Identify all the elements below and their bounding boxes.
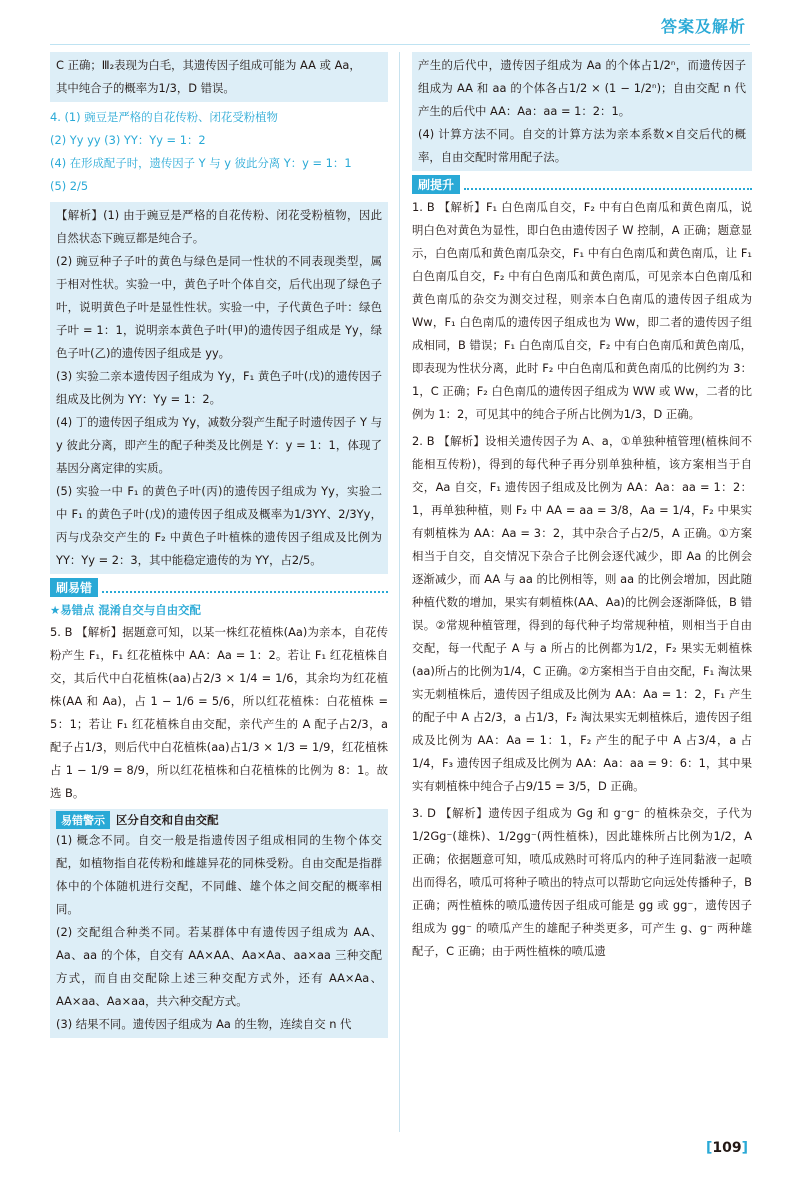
q4-explain-para: (2) 豌豆种子子叶的黄色与绿色是同一性状的不同表现类型，属于相对性状。实验一中，黄色子叶个体自交，后代出现了绿色子叶，说明黄色子叶是显性性状。实验一中，子代黄色子叶：绿色子叶 = 1：1，说明亲本黄色子叶(甲)的遗传因子组成是 Yy，绿色子叶(乙)的遗传因子组成是 yy。 (56, 254, 382, 360)
warning-heading (56, 811, 382, 829)
q4-explanation-box (50, 202, 388, 574)
box-line: (4) 计算方法不同。自交的计算方法为亲本系数×自交后代的概率，自由交配时常用配子法。 (418, 127, 746, 164)
section-label: 刷提升 (412, 175, 460, 194)
continued-warning-box (412, 52, 752, 171)
q4-answers (50, 106, 388, 198)
box-line: C 正确；Ⅲ₂表现为白毛，其遗传因子组成可能为 AA 或 Aa， (56, 58, 361, 72)
page-number: [109] (705, 1140, 748, 1156)
header-rule (50, 44, 750, 45)
continued-answer-box (50, 52, 388, 102)
q4-answer-line: (5) 2/5 (50, 179, 89, 193)
warning-title: 区分自交和自由交配 (116, 813, 219, 827)
box-line: 其中纯合子的概率为1/3，D 错误。 (56, 81, 235, 95)
q4-answer-line: (2) Yy yy (3) YY：Yy = 1：2 (50, 133, 206, 147)
q4-answer-line: 4. (1) 豌豆是严格的自花传粉、闭花受粉植物 (50, 110, 278, 124)
q4-explain-para: (4) 丁的遗传因子组成为 Yy，减数分裂产生配子时遗传因子 Y 与 y 彼此分离，即产生的配子种类及比例是 Y：y = 1：1，体现了基因分离定律的实质。 (56, 415, 382, 475)
q4-explain-para: (3) 实验二亲本遗传因子组成为 Yy，F₁ 黄色子叶(戊)的遗传因子组成及比例为 YY：Yy = 1：2。 (56, 369, 382, 406)
error-point-heading: ★易错点 混淆自交与自由交配 (50, 603, 201, 617)
section-header-easy-wrong (50, 578, 388, 597)
warning-box (50, 809, 388, 1038)
q1-explanation: 1. B 【解析】F₁ 白色南瓜自交，F₂ 中有白色南瓜和黄色南瓜，说明白色对黄色为显性，即白色由遗传因子 W 控制，A 正确；题意显示，白色南瓜和黄色南瓜杂交，F₁ 中有白色南瓜和黄色南瓜，让 F₁ 白色南瓜自交，F₂ 中有白色南瓜和黄色南瓜，可见亲本白色南瓜和黄色南瓜的杂交为测交过程，则亲本白色南瓜的遗传因子组成为 Ww，F₁ 白色南瓜的遗传因子组成也为 Ww，即二者的遗传因子组成相同，B 错误；F₁ 白色南瓜自交，F₂ 中有白色南瓜和黄色南瓜，即表现为性状分离，此时 F₂ 中白色南瓜和黄色南瓜的比例约为 3：1，C 正确；F₂ 白色南瓜的遗传因子组成为 WW 或 Ww，二者的比例为 1：2，可见其中的纯合子所占比例为1/3，D 正确。 (412, 200, 752, 421)
column-divider (399, 52, 400, 1132)
right-column (412, 52, 752, 963)
q4-answer-line: (4) 在形成配子时，遗传因子 Y 与 y 彼此分离 Y：y = 1：1 (50, 156, 352, 170)
section-header-improve (412, 175, 752, 194)
page-number-value: 109 (712, 1140, 742, 1156)
box-line: 产生的后代中，遗传因子组成为 Aa 的个体占1/2ⁿ，而遗传因子组成为 AA 和 aa 的个体各占1/2 × (1 − 1/2ⁿ)；自由交配 n 代产生的后代中 AA：Aa：aa = 1：2：1。 (418, 58, 746, 118)
q5-explanation: 5. B 【解析】据题意可知，以某一株红花植株(Aa)为亲本，自花传粉产生 F₁，F₁ 红花植株中 AA：Aa = 1：2。若让 F₁ 红花植株自交，其后代中白花植株(aa)占2/3 × 1/4 = 1/6，其余均为红花植株(AA 和 Aa)，占 1 − 1/6 = 5/6，所以红花植株：白花植株 = 5：1；若让 F₁ 红花植株自由交配，亲代产生的 A 配子占2/3，a 配子占1/3，则后代中白花植株(aa)占1/3 × 1/3 = 1/9，红花植株占 1 − 1/9 = 8/9，所以红花植株和白花植株的比例为 8：1。故选 B。 (50, 625, 388, 800)
section-dotted-rule (464, 180, 752, 190)
warning-line: (1) 概念不同。自交一般是指遗传因子组成相同的生物个体交配，如植物指自花传粉和雌雄异花的同株受粉。自由交配是指群体中的个体随机进行交配，不同雌、雄个体之间交配的概率相同。 (56, 833, 382, 916)
page-header-title: 答案及解析 (660, 17, 746, 36)
q2-explanation: 2. B 【解析】设相关遗传因子为 A、a，①单独种植管理(植株间不能相互传粉)，得到的每代种子再分别单独种植，该方案相当于自交，Aa 自交，F₁ 遗传因子组成及比例为 AA：Aa：aa = 1：2：1，再单独种植，则 F₂ 中 AA = aa = 3/8，Aa = 1/4，F₂ 中果实有刺植株为 AA：Aa = 3：2，其中杂合子占2/5，A 正确。①方案相当于自交，自交情况下杂合子比例会逐代减少，即 Aa 的比例会逐渐减少，而 AA 与 aa 的比例相等，则 aa 的比例会增加，因此随种植代数的增加，果实有刺植株(AA、Aa)的比例会逐渐降低，B 错误。②常规种植管理，得到的每代种子均常规种植，则相当于自由交配，每一代配子 A 与 a 所占的比例都为1/2，F₂ 果实无刺植株(aa)所占的比例为1/4，C 正确。②方案相当于自由交配，F₁ 淘汰果实无刺植株后，遗传因子组成及比例为 AA：Aa = 1：2，F₁ 产生的配子中 A 占2/3，a 占1/3，F₂ 淘汰果实无刺植株后，遗传因子组成及比例为 AA：Aa = 1：1，F₂ 产生的配子中 A 占3/4，a 占1/4，F₃ 遗传因子组成及比例为 AA：Aa：aa = 9：6：1，其中果实有刺植株中纯合子占9/15 = 3/5，D 正确。 (412, 434, 752, 793)
section-label: 刷易错 (50, 578, 98, 597)
warning-line: (3) 结果不同。遗传因子组成为 Aa 的生物，连续自交 n 代 (56, 1017, 352, 1031)
section-dotted-rule (102, 583, 388, 593)
warning-line: (2) 交配组合种类不同。若某群体中有遗传因子组成为 AA、Aa、aa 的个体，自交有 AA×AA、Aa×Aa、aa×aa 三种交配方式，而自由交配除上述三种交配方式外，还有 AA×Aa、AA×aa、Aa×aa，共六种交配方式。 (56, 925, 382, 1008)
q3-explanation: 3. D 【解析】遗传因子组成为 Gg 和 g⁻g⁻ 的植株杂交，子代为1/2Gg⁻(雄株)、1/2gg⁻(两性植株)，因此雄株所占比例为1/2，A 正确；依据题意可知，喷瓜成熟时可将瓜内的种子连同黏液一起喷出而得名，喷瓜可将种子喷出的特点可以帮助它向远处传播种子，B 正确；两性植株的喷瓜遗传因子组成可能是 gg 或 gg⁻，遗传因子组成为 gg⁻ 的喷瓜产生的雄配子种类更多，可产生 g、g⁻ 两种雄配子，C 正确；由于两性植株的喷瓜遗 (412, 806, 752, 958)
left-column (50, 52, 388, 1038)
q4-explain-para: (5) 实验一中 F₁ 的黄色子叶(丙)的遗传因子组成为 Yy，实验二中 F₁ 的黄色子叶(戊)的遗传因子组成及概率为1/3YY、2/3Yy，丙与戊杂交产生的 F₂ 中黄色子叶植株的遗传因子组成及比例为 YY：Yy = 2：3，其中能稳定遗传的为 YY，占2/5。 (56, 484, 382, 567)
q4-explain-para: 【解析】(1) 由于豌豆是严格的自花传粉、闭花受粉植物，因此自然状态下豌豆都是纯合子。 (56, 208, 382, 245)
warning-tag: 易错警示 (56, 811, 110, 829)
